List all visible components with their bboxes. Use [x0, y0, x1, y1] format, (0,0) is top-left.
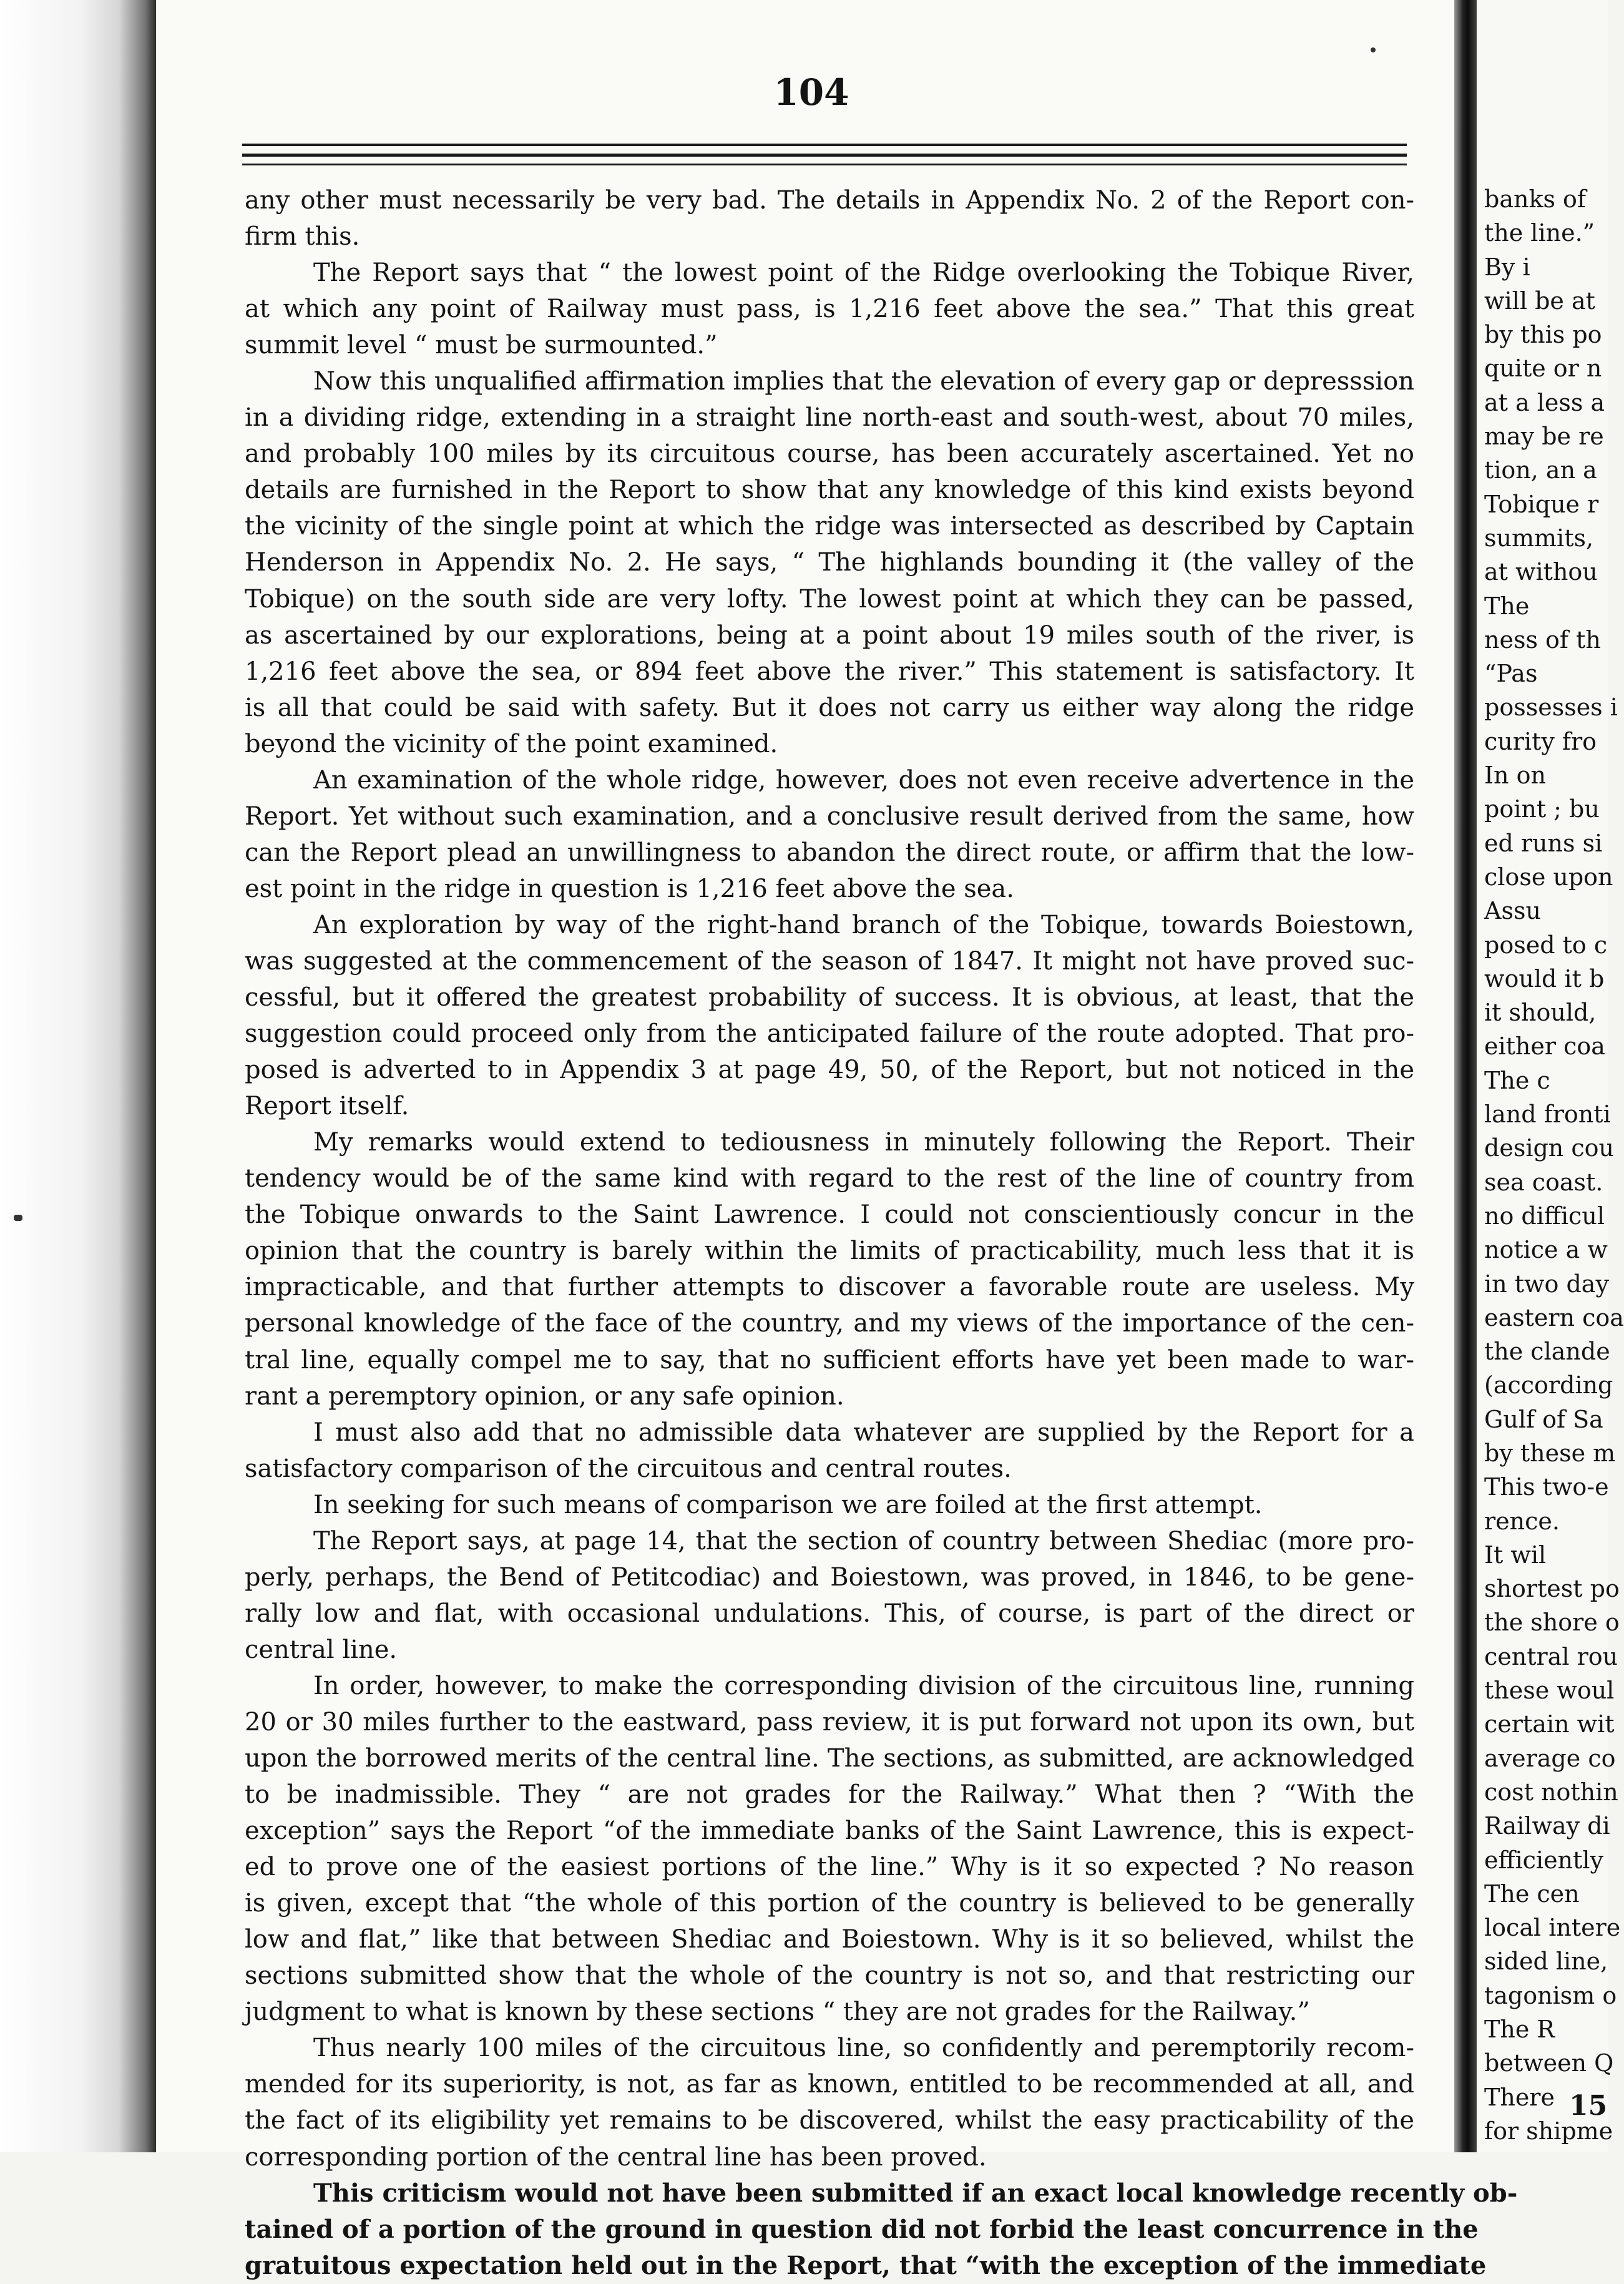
adjacent-page-line: at a less a — [1484, 388, 1605, 416]
adjacent-page-line: may be re — [1484, 423, 1604, 451]
text-line: Tobique) on the south side are very lofty. The lowest point at which they can be passed, — [245, 584, 1414, 614]
adjacent-page-line: notice a w — [1484, 1236, 1608, 1264]
adjacent-page-line: shortest po — [1484, 1575, 1620, 1603]
adjacent-page-line: in two day — [1484, 1270, 1609, 1298]
text-line: est point in the ridge in question is 1,216 feet above the sea. — [245, 874, 1014, 903]
text-line: The Report says, at page 14, that the section of country between Shediac (more pro- — [313, 1526, 1414, 1556]
text-line: Henderson in Appendix No. 2. He says, “ The highlands bounding it (the valley of the — [245, 548, 1414, 577]
adjacent-page-line: design cou — [1484, 1134, 1614, 1162]
book-gutter — [1454, 0, 1477, 2152]
text-line: satisfactory comparison of the circuitous and central routes. — [245, 1454, 1012, 1483]
adjacent-page-line: efficiently — [1484, 1846, 1603, 1874]
adjacent-page — [1477, 0, 1624, 2152]
text-line: tral line, equally compel me to say, that no sufficient efforts have yet been made to war- — [245, 1345, 1414, 1375]
adjacent-page-line: (according — [1484, 1371, 1613, 1399]
adjacent-page-line: by these m — [1484, 1439, 1616, 1467]
adjacent-page-line: the shore o — [1484, 1609, 1620, 1637]
header-rule — [242, 164, 1407, 165]
text-line: central line. — [245, 1635, 398, 1664]
adjacent-page-line: would it b — [1484, 964, 1605, 993]
adjacent-page-line: tagonism o — [1484, 1981, 1617, 2009]
adjacent-page-line: the line.” — [1484, 219, 1595, 247]
adjacent-page-line: at withou — [1484, 558, 1598, 586]
adjacent-page-line: Gulf of Sa — [1484, 1405, 1603, 1433]
adjacent-page-text — [1477, 182, 1624, 2148]
text-line: Now this unqualified affirmation implies that the elevation of every gap or depresssion — [313, 367, 1414, 396]
adjacent-page-line: This two-e — [1484, 1473, 1609, 1501]
text-line: summit level “ must be surmounted.” — [245, 331, 718, 360]
text-line: suggestion could proceed only from the anticipated failure of the route adopted. That pro- — [245, 1019, 1414, 1049]
scan-speck — [14, 1215, 22, 1221]
adjacent-page-line: ness of th — [1484, 625, 1601, 654]
text-line: An exploration by way of the right-hand branch of the Tobique, towards Boiestown, — [313, 910, 1414, 939]
adjacent-page-line: certain wit — [1484, 1710, 1615, 1738]
scan-speck — [1371, 47, 1376, 52]
text-line: cessful, but it offered the greatest probability of success. It is obvious, at least, that the — [245, 983, 1414, 1012]
text-line: My remarks would extend to tediousness in minutely following the Report. Their — [313, 1128, 1414, 1157]
text-line: I must also add that no admissible data whatever are supplied by the Report for a — [313, 1418, 1414, 1447]
adjacent-page-line: average co — [1484, 1744, 1616, 1772]
text-line: posed is adverted to in Appendix 3 at page 49, 50, of the Report, but not noticed in the — [245, 1056, 1414, 1085]
adjacent-page-line: eastern coa — [1484, 1303, 1624, 1331]
page-number: 104 — [773, 71, 849, 114]
adjacent-page-line: rence. — [1484, 1507, 1560, 1535]
adjacent-page-line: no difficul — [1484, 1202, 1605, 1230]
text-line: ed to prove one of the easiest portions of the line.” Why is it so expected ? No reason — [245, 1853, 1414, 1882]
scanner-edge — [0, 0, 156, 2152]
text-line: An examination of the whole ridge, however, does not even receive advertence in the — [313, 765, 1414, 795]
text-line: is given, except that “the whole of this portion of the country is believed to be generally — [245, 1889, 1414, 1918]
adjacent-page-line: land fronti — [1484, 1100, 1611, 1129]
adjacent-page-line: these woul — [1484, 1677, 1615, 1705]
text-line: at which any point of Railway must pass, is 1,216 feet above the sea.” That this great — [245, 295, 1414, 324]
text-line: details are furnished in the Report to show that any knowledge of this kind exists beyond — [245, 476, 1414, 505]
adjacent-page-line: sea coast. — [1484, 1168, 1603, 1196]
text-line: Thus nearly 100 miles of the circuitous line, so confidently and peremptorily recom- — [313, 2034, 1414, 2063]
text-line: mended for its superiority, is not, as far as known, entitled to be recommended at all, and — [245, 2070, 1414, 2099]
adjacent-page-line: tion, an a — [1484, 456, 1597, 484]
adjacent-page-line: it should, — [1484, 999, 1597, 1027]
adjacent-page-line: by this po — [1484, 321, 1602, 349]
text-line: rally low and flat, with occasional undulations. This, of course, is part of the direct or — [245, 1599, 1414, 1628]
adjacent-page-line: banks of — [1484, 185, 1587, 213]
text-line: firm this. — [245, 222, 360, 252]
adjacent-page-line: central rou — [1484, 1642, 1618, 1670]
adjacent-page-line: In on — [1484, 762, 1546, 790]
text-line: judgment to what is known by these sections “ they are not grades for the Railway.” — [245, 1997, 1310, 2027]
text-line: in a dividing ridge, extending in a straight line north-east and south-west, about 70 miles, — [245, 403, 1414, 433]
adjacent-page-line: summits, — [1484, 524, 1594, 552]
text-line: 20 or 30 miles further to the eastward, pass review, it is put forward not upon its own, but — [245, 1707, 1414, 1737]
adjacent-page-line: The cen — [1484, 1880, 1580, 1908]
adjacent-page-line: Tobique r — [1484, 490, 1599, 518]
text-line: Report itself. — [245, 1092, 409, 1121]
text-line: sections submitted show that the whole of the country is not so, and that restricting our — [245, 1961, 1414, 1991]
adjacent-page-line: curity fro — [1484, 727, 1597, 755]
adjacent-page-line: the clande — [1484, 1338, 1610, 1366]
text-line: rant a peremptory opinion, or any safe opinion. — [245, 1381, 844, 1411]
text-line: Report. Yet without such examination, and a conclusive result derived from the same, how — [245, 801, 1414, 831]
text-line: gratuitous expectation held out in the Report, that “with the exception of the immediate — [245, 2250, 1487, 2280]
text-line: tendency would be of the same kind with regard to the rest of the line of country from — [245, 1164, 1414, 1193]
header-rule — [242, 144, 1407, 146]
adjacent-page-line: “Pas — [1484, 660, 1538, 688]
adjacent-page-line: point ; bu — [1484, 795, 1600, 823]
adjacent-page-line: By i — [1484, 253, 1530, 281]
adjacent-page-line: will be at — [1484, 287, 1595, 315]
text-line: low and flat,” like that between Shediac and Boiestown. Why is it so believed, whilst the — [245, 1925, 1414, 1954]
text-line: any other must necessarily be very bad. The details in Appendix No. 2 of the Report con- — [245, 186, 1414, 215]
text-line: This criticism would not have been submitted if an exact local knowledge recently ob- — [313, 2178, 1518, 2208]
text-line: beyond the vicinity of the point examined. — [245, 729, 778, 758]
header-rule — [242, 154, 1407, 157]
adjacent-page-line: quite or n — [1484, 355, 1602, 383]
adjacent-page-line: Assu — [1484, 897, 1541, 925]
text-line: to be inadmissible. They “ are not grades for the Railway.” What then ? “With the — [245, 1780, 1414, 1810]
adjacent-page-line: between Q — [1484, 2049, 1614, 2077]
adjacent-page-line: close upon — [1484, 863, 1613, 891]
text-line: opinion that the country is barely within the limits of practicability, much less that it is — [245, 1237, 1414, 1266]
adjacent-page-line: local intere — [1484, 1914, 1621, 1942]
text-line: 1,216 feet above the sea, or 894 feet above the river.” This statement is satisfactory. It — [245, 657, 1414, 686]
text-line: the fact of its eligibility yet remains to be discovered, whilst the easy practicability of the — [245, 2106, 1414, 2135]
text-line: exception” says the Report “of the immediate banks of the Saint Lawrence, this is expect- — [245, 1816, 1414, 1846]
adjacent-page-line: It wil — [1484, 1541, 1547, 1569]
text-line: In order, however, to make the corresponding division of the circuitous line, running — [313, 1671, 1414, 1700]
adjacent-page-line: ed runs si — [1484, 829, 1603, 857]
text-line: the Tobique onwards to the Saint Lawrence. I could not conscientiously concur in the — [245, 1200, 1414, 1230]
adjacent-page-footer: 15 — [1569, 2090, 1608, 2122]
adjacent-page-line: The c — [1484, 1066, 1550, 1094]
text-line: is all that could be said with safety. But it does not carry us either way along the ridge — [245, 693, 1414, 722]
text-line: as ascertained by our explorations, being at a point about 19 miles south of the river, is — [245, 620, 1414, 650]
adjacent-page-line: either coa — [1484, 1032, 1605, 1061]
text-line: was suggested at the commencement of the season of 1847. It might not have proved suc- — [245, 946, 1414, 976]
adjacent-page-line: possesses i — [1484, 694, 1618, 722]
text-line: In seeking for such means of comparison we are foiled at the first attempt. — [313, 1490, 1263, 1519]
text-line: perly, perhaps, the Bend of Petitcodiac) and Boiestown, was proved, in 1846, to be gene- — [245, 1562, 1414, 1592]
adjacent-page-line: The R — [1484, 2016, 1555, 2044]
adjacent-page-line: sided line, — [1484, 1948, 1608, 1976]
text-line: and probably 100 miles by its circuitous course, has been accurately ascertained. Yet no — [245, 439, 1414, 469]
text-line: tained of a portion of the ground in question did not forbid the least concurrence in the — [245, 2214, 1479, 2244]
text-line: impracticable, and that further attempts to discover a favorable route are useless. My — [245, 1273, 1414, 1302]
adjacent-page-line: for shipme — [1484, 2117, 1613, 2145]
adjacent-page-line: Railway di — [1484, 1812, 1610, 1840]
text-line: can the Report plead an unwillingness to abandon the direct route, or affirm that the low- — [245, 838, 1414, 867]
adjacent-page-line: posed to c — [1484, 931, 1608, 959]
adjacent-page-line: cost nothin — [1484, 1778, 1618, 1806]
text-line: the vicinity of the single point at which the ridge was intersected as described by Captain — [245, 512, 1414, 541]
text-line: The Report says that “ the lowest point of the Ridge overlooking the Tobique River, — [313, 258, 1414, 288]
adjacent-page-line: The — [1484, 592, 1530, 620]
text-line: personal knowledge of the face of the country, and my views of the importance of the cen- — [245, 1309, 1414, 1338]
text-line: corresponding portion of the central line has been proved. — [245, 2142, 987, 2172]
adjacent-page-line: There — [1484, 2083, 1555, 2111]
text-line: upon the borrowed merits of the central line. The sections, as submitted, are acknowledged — [245, 1744, 1414, 1773]
